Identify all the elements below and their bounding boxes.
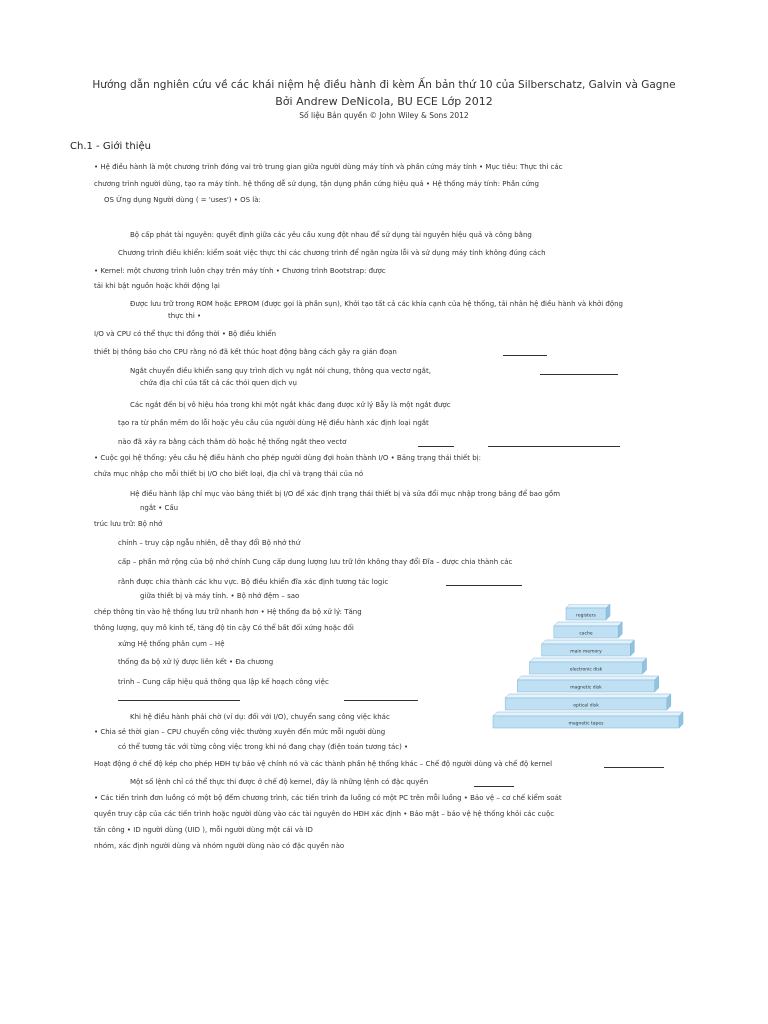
text-line: tấn công • ID người dùng (UID ), mỗi người dùng một cái và ID (94, 826, 313, 834)
text-line: • Hệ điều hành là một chương trình đóng vai trò trung gian giữa người dùng máy tính và phần cứng máy tính • Mục tiêu: Thực thi các (94, 163, 563, 171)
text-line: chính – truy cập ngẫu nhiên, dễ thay đổi Bộ nhớ thứ (118, 539, 301, 547)
text-line: cấp – phần mở rộng của bộ nhớ chính Cung cấp dung lượng lưu trữ lớn không thay đổi Đĩa – được chia thành các (118, 558, 513, 566)
hierarchy-level (517, 676, 658, 692)
text-line: giữa thiết bị và máy tính. • Bộ nhớ đệm – sao (140, 592, 300, 600)
fill-in-blank (446, 585, 522, 586)
text-line: Khi hệ điều hành phải chờ (ví dụ: đối với I/O), chuyển sang công việc khác (130, 713, 390, 721)
text-line: thống đa bộ xử lý được liên kết • Đa chương (118, 658, 274, 666)
document-author: Bởi Andrew DeNicola, BU ECE Lớp 2012 (275, 95, 493, 108)
text-line: ngắt • Cấu (140, 504, 179, 512)
level-label: main memory (570, 649, 602, 655)
level-label: electronic disk (569, 667, 603, 673)
chapter-heading: Ch.1 - Giới thiệu (70, 141, 151, 152)
fill-in-blank (474, 786, 514, 787)
text-line: tạo ra từ phần mềm do lỗi hoặc yêu cầu của người dùng Hệ điều hành xác định loại ngắt (118, 419, 429, 427)
hierarchy-level (542, 640, 635, 656)
level-top-face (542, 640, 635, 644)
text-line: tải khi bật nguồn hoặc khởi động lại (94, 282, 220, 290)
text-line: Ngắt chuyển điều khiển sang quy trình dịch vụ ngắt nói chung, thông qua vectơ ngắt, (130, 367, 431, 375)
text-line: Được lưu trữ trong ROM hoặc EPROM (được gọi là phần sụn), Khởi tạo tất cả các khía cạnh của hệ thống, tải nhân hệ điều hành và khởi động (130, 300, 623, 308)
text-line: có thể tương tác với từng công việc trong khi nó đang chạy (điện toán tương tác) • (118, 743, 409, 751)
fill-in-blank (503, 355, 547, 356)
hierarchy-level (566, 604, 610, 620)
text-line: thực thi • (168, 312, 202, 320)
text-line: thiết bị thông báo cho CPU rằng nó đã kết thúc hoạt động bằng cách gây ra gián đoạn (94, 348, 397, 356)
text-line: Bộ cấp phát tài nguyên: quyết định giữa các yêu cầu xung đột nhau để sử dụng tài nguyên hiệu quả và công bằng (130, 231, 532, 239)
text-line: • Các tiến trình đơn luồng có một bộ đếm chương trình, các tiến trình đa luồng có một PC trên mỗi luồng • Bảo vệ – cơ chế kiểm soát (94, 794, 562, 802)
level-label: optical disk (573, 703, 599, 709)
storage-hierarchy-diagram (488, 604, 694, 736)
text-line: chứa địa chỉ của tất cả các thói quen dịch vụ (140, 379, 297, 387)
text-line: • Cuộc gọi hệ thống: yêu cầu hệ điều hành cho phép người dùng đợi hoàn thành I/O • Bảng trạng thái thiết bị: (94, 454, 481, 462)
text-line: chương trình người dùng, tạo ra máy tính. hệ thống dễ sử dụng, tận dụng phần cứng hiệu quả • Hệ thống máy tính: Phần cứng (94, 180, 539, 188)
text-line: Hoạt động ở chế độ kép cho phép HĐH tự bảo vệ chính nó và các thành phần hệ thống khác – Chế độ người dùng và chế độ kernel (94, 760, 553, 768)
text-line: xứng Hệ thống phân cụm – Hệ (118, 640, 225, 648)
text-line: trúc lưu trữ: Bộ nhớ (94, 520, 163, 528)
hierarchy-level (530, 658, 647, 674)
fill-in-blank (118, 700, 240, 701)
copyright-notice: Số liệu Bản quyền © John Wiley & Sons 2012 (299, 111, 469, 120)
fill-in-blank (418, 446, 454, 447)
storage-hierarchy-figure (488, 604, 694, 736)
level-top-face (493, 712, 683, 716)
text-line: I/O và CPU có thể thực thi đồng thời • Bộ điều khiển (94, 330, 277, 338)
level-top-face (554, 622, 622, 626)
text-line: Chương trình điều khiển: kiểm soát việc thực thi các chương trình để ngăn ngừa lỗi và sử dụng máy tính không đúng cách (118, 249, 546, 257)
level-top-face (530, 658, 647, 662)
fill-in-blank (488, 446, 620, 447)
fill-in-blank (344, 700, 418, 701)
text-line: • Kernel: một chương trình luôn chạy trên máy tính • Chương trình Bootstrap: được (94, 267, 386, 275)
level-label: magnetic tapes (568, 721, 604, 727)
text-line: Các ngắt đến bị vô hiệu hóa trong khi một ngắt khác đang được xử lý Bẫy là một ngắt được (130, 401, 451, 409)
level-top-face (505, 694, 671, 698)
text-line: trình – Cung cấp hiệu quả thông qua lập kế hoạch công việc (118, 678, 329, 686)
text-line: thông lượng, quy mô kinh tế, tăng độ tin cậy Có thể bất đối xứng hoặc đối (94, 624, 354, 632)
hierarchy-level (554, 622, 622, 638)
document-title: Hướng dẫn nghiên cứu về các khái niệm hệ điều hành đi kèm Ấn bản thứ 10 của Silberschatz, Galvin và Gagne (92, 79, 676, 91)
level-label: cache (579, 631, 593, 637)
level-label: registers (576, 613, 596, 619)
text-line: Hệ điều hành lập chỉ mục vào bảng thiết bị I/O để xác định trạng thái thiết bị và sửa đổi mục nhập trong bảng để bao gồm (130, 490, 561, 498)
hierarchy-level (505, 694, 671, 710)
text-line: nào đã xảy ra bằng cách thăm dò hoặc hệ thống ngắt theo vectơ (118, 438, 347, 446)
level-top-face (566, 604, 610, 608)
text-line: chứa mục nhập cho mỗi thiết bị I/O cho biết loại, địa chỉ và trạng thái của nó (94, 470, 364, 478)
hierarchy-level (493, 712, 683, 728)
fill-in-blank (540, 374, 618, 375)
text-line: nhóm, xác định người dùng và nhóm người dùng nào có đặc quyền nào (94, 842, 345, 850)
text-line: Một số lệnh chỉ có thể thực thi được ở chế độ kernel, đây là những lệnh có đặc quyền (130, 778, 429, 786)
fill-in-blank (604, 767, 664, 768)
level-label: magnetic disk (570, 685, 602, 691)
text-line: • Chia sẻ thời gian – CPU chuyển công việc thường xuyên đến mức mỗi người dùng (94, 728, 386, 736)
text-line: chép thông tin vào hệ thống lưu trữ nhanh hơn • Hệ thống đa bộ xử lý: Tăng (94, 608, 362, 616)
text-line: OS Ứng dụng Người dùng ( = 'uses') • OS là: (104, 196, 261, 204)
text-line: rãnh được chia thành các khu vực. Bộ điều khiển đĩa xác định tương tác logic (118, 578, 389, 586)
text-line: quyền truy cập của các tiến trình hoặc người dùng vào các tài nguyên do HĐH xác định • Bảo mật – bảo vệ hệ thống khỏi các cuộc (94, 810, 555, 818)
level-top-face (517, 676, 658, 680)
